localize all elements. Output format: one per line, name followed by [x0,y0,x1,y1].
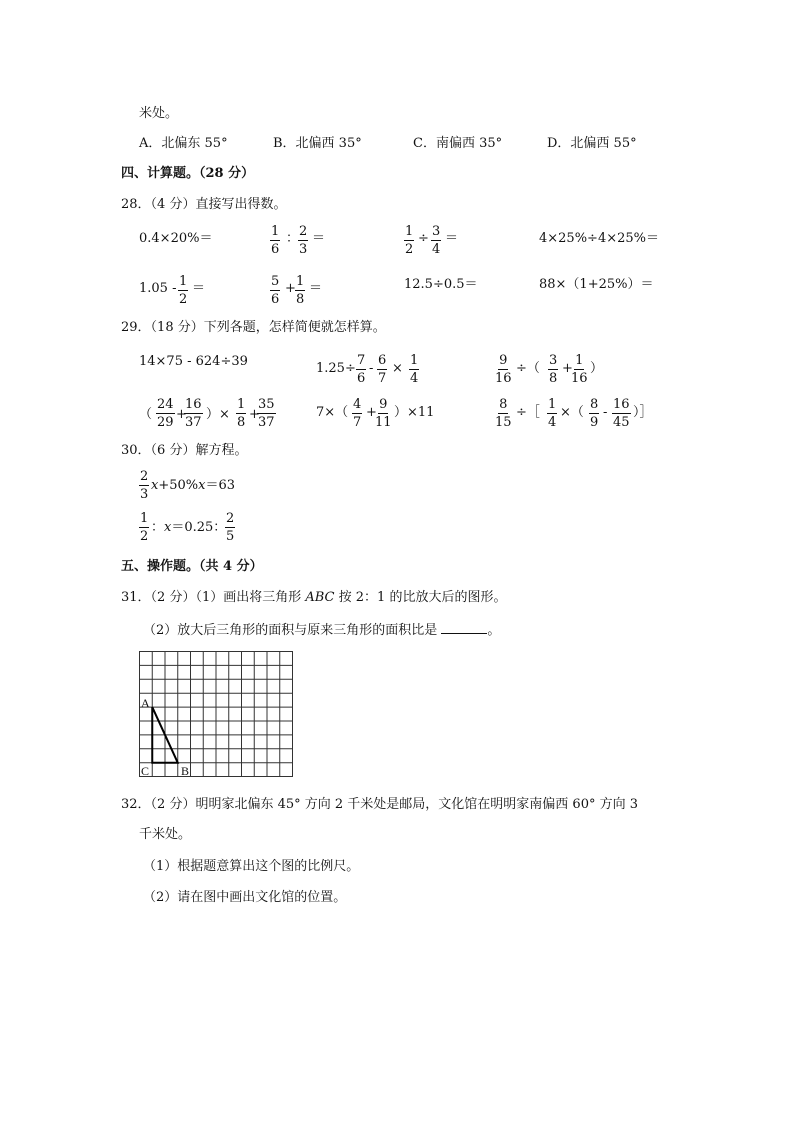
q30-heading: 30．（6 分）解方程。 [121,443,248,458]
vertex-label-a: A [141,696,150,710]
q28-r1d: 4×25%÷4×25%＝ [539,231,660,246]
q28-r1a: 0.4×20%＝ [139,231,213,246]
q31-sub-2: （2）放大后三角形的面积与原来三角形的面积比是 。 [143,623,501,638]
answer-blank[interactable] [441,622,487,634]
q28-heading: 28．（4 分）直接写出得数。 [121,197,287,212]
q28-r2c: 12.5÷0.5＝ [404,277,478,292]
vertex-label-c: C [141,764,150,778]
q27-option-c: C．南偏西 35° [413,136,503,151]
section-5-title: 五、操作题。（共 4 分） [121,559,263,574]
q27-continuation: 米处。 [139,106,179,121]
q31-heading: 31．（2 分）（1）画出将三角形 ABC 按 2：1 的比放大后的图形。 [121,590,507,605]
q27-option-b: B．北偏西 35° [273,136,362,151]
q32-sub-2: （2）请在图中画出文化馆的位置。 [143,890,347,905]
q32-continuation: 千米处。 [139,827,192,842]
q32-heading: 32．（2 分）明明家北偏东 45° 方向 2 千米处是邮局，文化馆在明明家南偏西 60° 方向 3 [121,797,638,812]
q27-option-a: A．北偏东 55° [139,136,228,151]
grid-svg [139,651,295,778]
vertex-label-b: B [181,764,190,778]
q32-sub-1: （1）根据题意算出这个图的比例尺。 [143,859,360,874]
grid-lines [139,651,293,777]
q31-grid-figure [139,651,295,782]
q29-expr-1: 14×75 - 624÷39 [139,354,248,369]
q27-option-d: D．北偏西 55° [547,136,637,151]
q28-r2d: 88×（1+25%）＝ [539,277,654,292]
q29-heading: 29．（18 分）下列各题，怎样简便就怎样算。 [121,320,386,335]
section-4-title: 四、计算题。（28 分） [121,166,255,181]
